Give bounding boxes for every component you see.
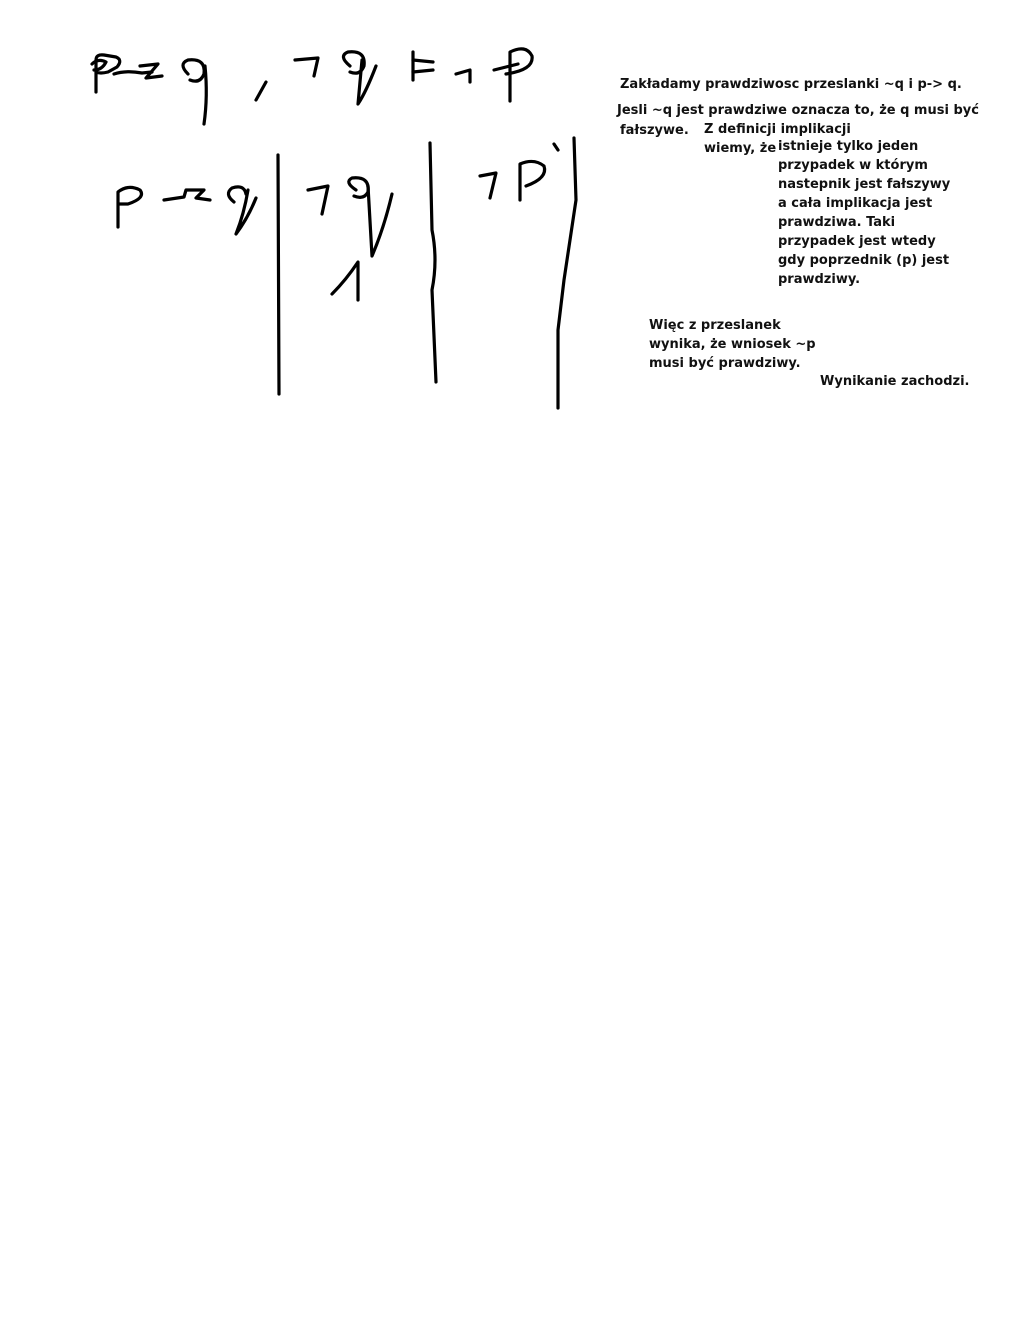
note-definition-line2: wiemy, że bbox=[704, 141, 777, 156]
note-premises: Zakładamy prawdziwosc przeslanki ~q i p-> q. bbox=[620, 77, 962, 92]
note-definition-line1: Z definicji implikacji bbox=[704, 122, 851, 137]
note-line: a cała implikacja jest bbox=[778, 196, 933, 211]
note-line: przypadek jest wtedy bbox=[778, 234, 936, 249]
divider-2 bbox=[430, 143, 436, 382]
divider-3 bbox=[558, 138, 576, 408]
col-pq-q bbox=[228, 187, 246, 202]
col-notq-neg bbox=[308, 186, 328, 214]
col-notq-q bbox=[349, 178, 368, 198]
note-line: prawdziwa. Taki bbox=[778, 215, 896, 230]
note-line: musi być prawdziwy. bbox=[649, 356, 801, 371]
note-line: prawdziwy. bbox=[778, 272, 861, 287]
note-line: Więc z przeslanek bbox=[649, 318, 781, 333]
col-pq-p bbox=[118, 187, 142, 227]
note-single-case bbox=[778, 137, 950, 289]
col-notp-p bbox=[520, 161, 545, 200]
table-header bbox=[118, 144, 558, 256]
col-pq-arrow bbox=[164, 190, 210, 200]
col-notp-neg bbox=[480, 173, 496, 198]
header-formula bbox=[92, 49, 532, 124]
note-line: gdy poprzednik (p) jest bbox=[778, 253, 950, 268]
truth-value-1 bbox=[332, 262, 358, 300]
table-dividers bbox=[278, 138, 576, 408]
note-line: nastepnik jest fałszywy bbox=[778, 177, 951, 192]
note-verdict: Wynikanie zachodzi. bbox=[820, 374, 970, 389]
note-line: przypadek w którym bbox=[778, 158, 928, 173]
note-conclusion bbox=[649, 316, 816, 373]
note-q-false-line1: Jesli ~q jest prawdziwe oznacza to, że q musi być bbox=[617, 103, 979, 118]
note-q-false-line2: fałszywe. bbox=[620, 123, 689, 138]
divider-1 bbox=[278, 155, 279, 394]
note-line: wynika, że wniosek ~p bbox=[649, 337, 816, 352]
note-line: istnieje tylko jeden bbox=[778, 139, 919, 154]
